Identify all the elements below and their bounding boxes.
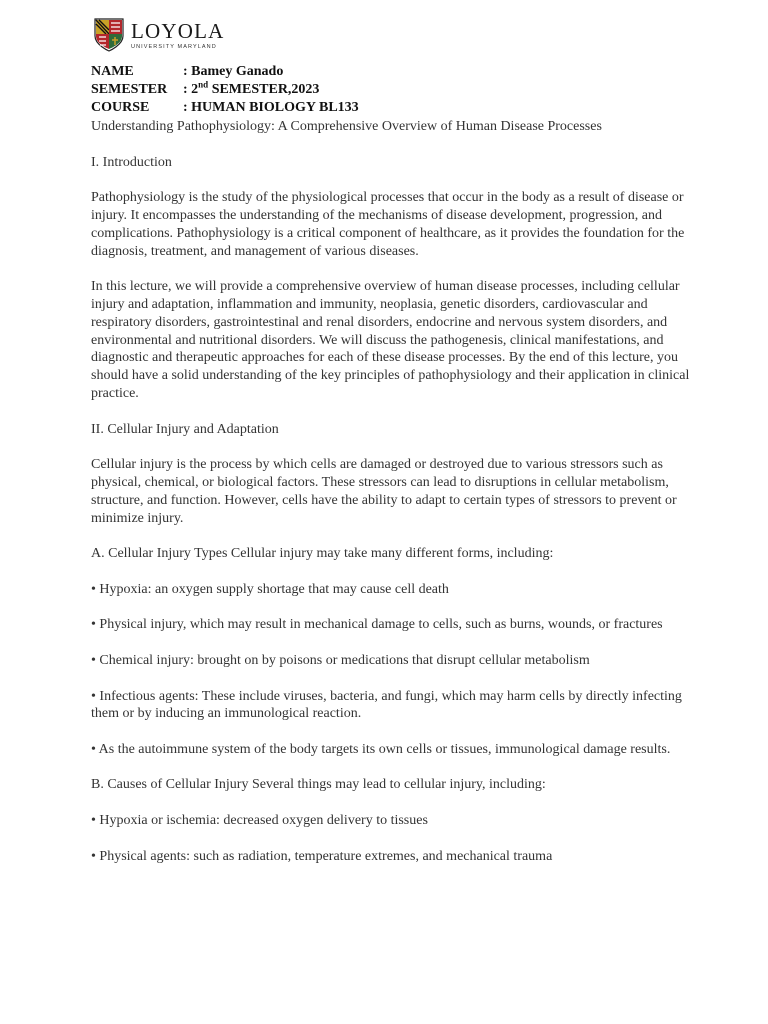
university-logo — [94, 18, 225, 52]
paragraph-intro-2: In this lecture, we will provide a comprehensive overview of human disease processes, including cellular injury and adaptation, inflammation and immunity, neoplasia, genetic disorders, cardiovascular and respiratory disorders, gastrointestinal and renal disorders, endocrine and nervous system disorders, and environmental and nutritional disorders. We will discuss the pathogenesis, clinical manifestations, and diagnostic and therapeutic approaches for each of these disease processes. By the end of this lecture, you should have a solid understanding of the key principles of pathophysiology and their application in clinical practice. — [91, 279, 690, 401]
section-heading-introduction: I. Introduction — [91, 154, 172, 170]
student-header — [91, 63, 359, 117]
bullet-item: • Physical injury, which may result in mechanical damage to cells, such as burns, wounds, or fractures — [91, 617, 663, 633]
subsection-heading-injury-types: A. Cellular Injury Types Cellular injury may take many different forms, including: — [91, 546, 554, 562]
bullet-item: • Chemical injury: brought on by poisons or medications that disrupt cellular metabolism — [91, 652, 590, 668]
bullet-item: • Infectious agents: These include viruses, bacteria, and fungi, which may harm cells by directly infecting them or by inducing an immunological reaction. — [91, 688, 682, 722]
paragraph-cellular-injury: Cellular injury is the process by which cells are damaged or destroyed due to various stressors such as physical, chemical, or biological factors. These stressors can lead to disruptions in cellular metabolism, structure, and function. However, cells have the ability to adapt to certain types of stressors to prevent or minimize injury. — [91, 457, 677, 526]
semester-value: : 2nd SEMESTER,2023 — [183, 79, 320, 97]
paragraph-intro-1: Pathophysiology is the study of the physiological processes that occur in the body as a result of disease or injury. It encompasses the understanding of the mechanisms of disease development, progression, and complications. Pathophysiology is a critical component of healthcare, as it provides the foundation for the diagnosis, treatment, and management of various diseases. — [91, 190, 685, 259]
section-heading-cellular-injury: II. Cellular Injury and Adaptation — [91, 421, 279, 437]
bullet-item: • Physical agents: such as radiation, temperature extremes, and mechanical trauma — [91, 848, 553, 864]
crest-icon — [94, 18, 124, 52]
document-title: Understanding Pathophysiology: A Comprehensive Overview of Human Disease Processes — [91, 119, 602, 134]
bullet-item: • As the autoimmune system of the body targets its own cells or tissues, immunological damage results. — [91, 741, 671, 757]
name-value: : Bamey Ganado — [183, 64, 284, 79]
course-label: COURSE — [91, 100, 150, 115]
name-row — [91, 63, 359, 81]
subsection-heading-injury-causes: B. Causes of Cellular Injury Several things may lead to cellular injury, including: — [91, 777, 546, 793]
document-body — [91, 118, 691, 883]
logo-wordmark: LOYOLA — [131, 18, 225, 43]
course-value: : HUMAN BIOLOGY BL133 — [183, 100, 359, 115]
bullet-item: • Hypoxia: an oxygen supply shortage that may cause cell death — [91, 581, 449, 597]
logo-subtitle: UNIVERSITY MARYLAND — [131, 43, 217, 50]
course-row — [91, 99, 359, 117]
semester-label: SEMESTER — [91, 82, 168, 97]
name-label: NAME — [91, 64, 134, 79]
semester-row — [91, 81, 359, 99]
bullet-item: • Hypoxia or ischemia: decreased oxygen delivery to tissues — [91, 813, 428, 829]
